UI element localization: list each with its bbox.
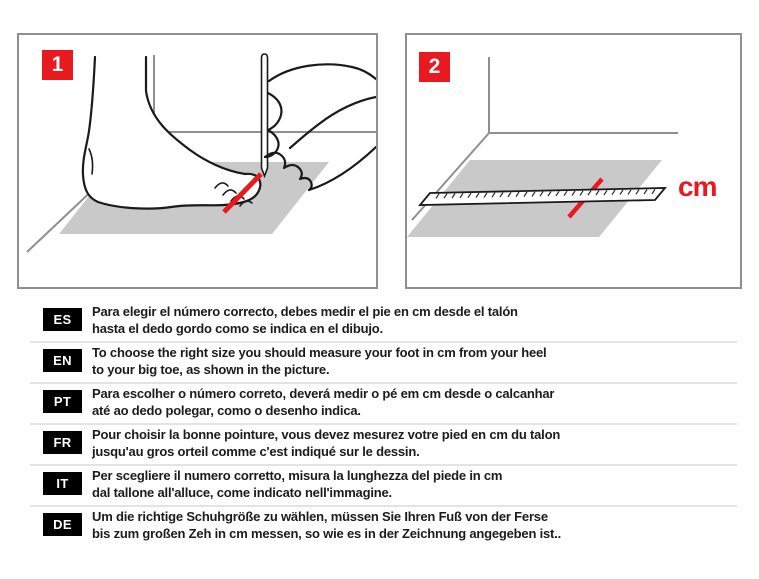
lang-text-it — [92, 468, 502, 501]
cm-unit-label: cm — [678, 171, 717, 202]
lang-text-line2: bis zum großen Zeh in cm messen, so wie es in der Zeichnung angegeben ist.. — [92, 525, 561, 541]
lang-code-badge-it: IT — [43, 472, 82, 495]
lang-text-line1: Per scegliere il numero corretto, misura la lunghezza del piede in cm — [92, 468, 503, 483]
lang-text-line1: Para elegir el número correcto, debes medir el pie en cm desde el talón — [92, 304, 518, 319]
lang-code-badge-es: ES — [43, 308, 82, 331]
lang-row-it — [30, 466, 737, 507]
lang-text-pt — [92, 386, 554, 419]
lang-text-es — [92, 304, 518, 337]
step-1-panel — [17, 33, 378, 289]
ruler-measuring-illustration — [407, 35, 740, 287]
lang-row-fr — [30, 425, 737, 466]
lang-text-line1: Um die richtige Schuhgröße zu wählen, müssen Sie Ihren Fuß von der Ferse — [92, 509, 548, 524]
lang-text-line2: to your big toe, as shown in the picture. — [92, 361, 330, 377]
step-1-badge: 1 — [42, 50, 73, 80]
lang-text-line1: Para escolher o número correto, deverá medir o pé em cm desde o calcanhar — [92, 386, 555, 401]
lang-code-badge-pt: PT — [43, 390, 82, 413]
lang-code-badge-en: EN — [43, 349, 82, 372]
lang-text-line2: até ao dedo polegar, como o desenho indica. — [92, 402, 361, 418]
language-instruction-list — [30, 302, 737, 548]
step-2-panel — [405, 33, 742, 289]
lang-row-es — [30, 302, 737, 343]
lang-row-de — [30, 507, 737, 548]
lang-text-line2: jusqu'au gros orteil comme c'est indiqué sur le dessin. — [92, 443, 420, 459]
lang-text-en — [92, 345, 546, 378]
lang-text-line1: Pour choisir la bonne pointure, vous devez mesurez votre pied en cm du talon — [92, 427, 561, 442]
step-2-badge: 2 — [419, 52, 450, 82]
lang-row-en — [30, 343, 737, 384]
lang-row-pt — [30, 384, 737, 425]
lang-text-line2: dal tallone all'alluce, come indicato nell'immagine. — [92, 484, 392, 500]
lang-text-line2: hasta el dedo gordo como se indica en el dibujo. — [92, 320, 383, 336]
lang-code-badge-fr: FR — [43, 431, 82, 454]
lang-text-fr — [92, 427, 560, 460]
lang-code-badge-de: DE — [43, 513, 82, 536]
lang-text-de — [92, 509, 561, 542]
lang-text-line1: To choose the right size you should measure your foot in cm from your heel — [92, 345, 547, 360]
